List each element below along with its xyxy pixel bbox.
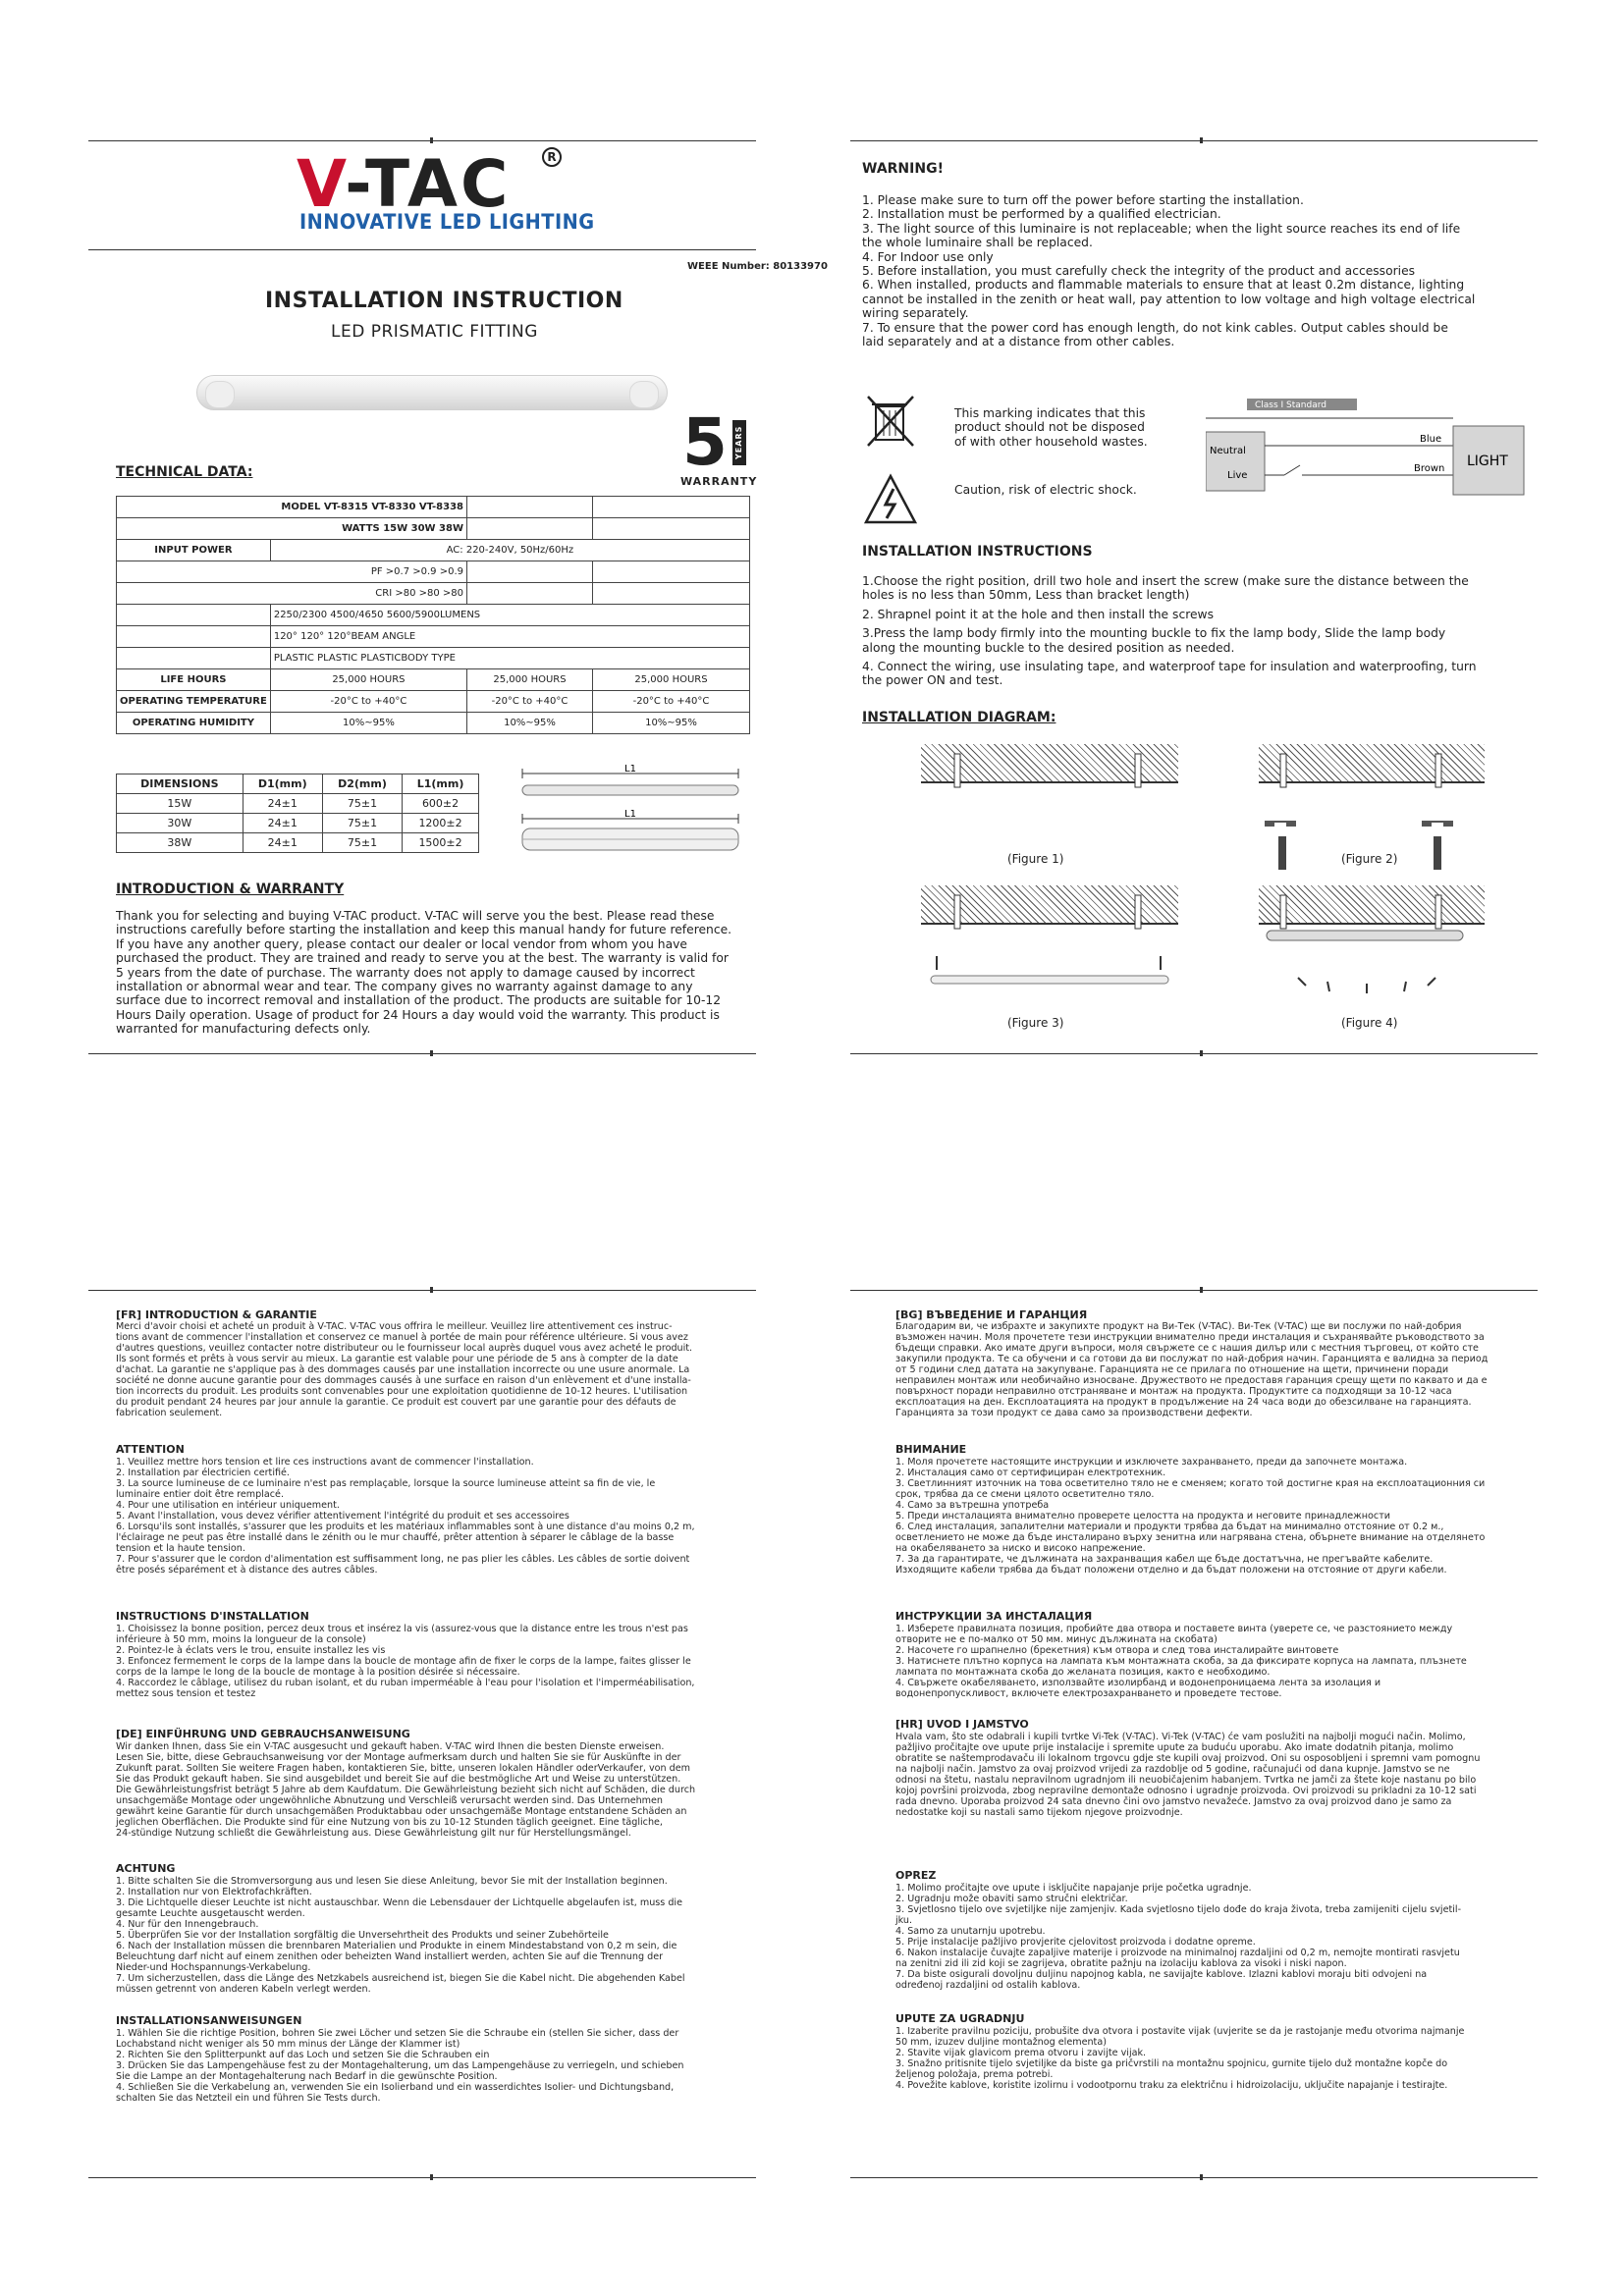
text-line: 3. La source lumineuse de ce luminaire n'est pas remplaçable, lorsque la source lumineuse atteint sa fin de vie, le [116, 1478, 656, 1489]
hr-install-heading: UPUTE ZA UGRADNJU [895, 2012, 1025, 2025]
text-line: 2. Ugradnju može obaviti samo stručni električar. [895, 1894, 1128, 1904]
text-line: instructions carefully before starting the installation and keep this manual handy for future reference. [116, 923, 732, 937]
text-line: възможен начин. Моля прочетете тези инструкции внимателно преди инсталация и съхранявайте ръководството за [895, 1332, 1485, 1343]
text-line: 3. Snažno pritisnite tijelo svjetiljke da biste ga pričvrstili na montažnu spojnicu, gurnite tijelo duž montažne kopče do [895, 2058, 1448, 2069]
text-line: 3. Enfoncez fermement le corps de la lampe dans la boucle de montage afin de fixer le corps de la lampe, faites glisser le [116, 1656, 691, 1667]
tech-input-power-label: INPUT POWER [117, 540, 271, 561]
text-line: odnosi na štetu, nastalu nepravilnom ugradnjom ili neuobičajenim habanjem. Tvrtka ne jamči za štete koje nastanu po bilo [895, 1775, 1477, 1786]
tech-op-hum-value: 10%~95% [270, 713, 466, 734]
top-rule [850, 140, 1538, 141]
wiring-neutral: Neutral [1210, 446, 1246, 456]
figure-1-label: (Figure 1) [1007, 852, 1064, 866]
fr-install-text [116, 1624, 764, 1699]
tech-lumens: 2250/2300 4500/4650 5600/5900LUMENS [270, 605, 749, 626]
bottom-rule [850, 2177, 1538, 2178]
rule-tick [430, 2174, 433, 2180]
hr-intro-heading: [HR] UVOD I JAMSTVO [895, 1718, 1029, 1731]
page-subtitle: LED PRISMATIC FITTING [331, 322, 538, 342]
text-line: d'achat. La garantie ne s'applique pas à des dommages causés par une installation incorrecte ou une usure anormale. La [116, 1364, 690, 1375]
text-line: 5. Преди инсталацията внимателно проверете целостта на продукта и неговите принадлежности [895, 1511, 1391, 1522]
install-heading: INSTALLATION INSTRUCTIONS [862, 544, 1093, 560]
text-line: Nieder-und Hochspannungs-Verkabelung. [116, 1962, 311, 1973]
text-line: être posés séparément et à distance des autres câbles. [116, 1565, 378, 1575]
dim-l1-top: L1 [624, 764, 636, 774]
text-line: закупили продукта. Те са обучени и са готови да ви послужат по най-добрия начин. Гаранцията е валидна за период [895, 1354, 1489, 1364]
text-line: 1. Molimo pročitajte ove upute i isključite napajanje prije početka ugradnje. [895, 1883, 1252, 1894]
wiring-blue: Blue [1420, 434, 1442, 445]
tech-body: PLASTIC PLASTIC PLASTICBODY TYPE [270, 648, 749, 669]
text-line: 6. Nach der Installation müssen die brennbaren Materialien und Produkte in einem Mindestabstand von 0,2 m sein, die [116, 1941, 677, 1951]
dim-cell: 24±1 [243, 814, 322, 833]
bg-intro-text [895, 1321, 1543, 1418]
page-title: INSTALLATION INSTRUCTION [265, 289, 623, 313]
dim-header: D1(mm) [243, 774, 322, 794]
text-line: Ils sont formés et prêts à vous servir au mieux. La garantie est valable pour une période de 5 ans à compter de la date [116, 1354, 678, 1364]
text-line: 1. Please make sure to turn off the power before starting the installation. [862, 193, 1304, 207]
text-line: неправилен монтаж или необичайно износване. Дружеството не предоставя гаранция срещу щети по каквато и да е [895, 1375, 1488, 1386]
text-line: 7. За да гарантирате, че дължината на захранващия кабел ще бъде достатъчна, не прегъвайте кабелите. [895, 1554, 1434, 1565]
text-line: corps de la lampe le long de la boucle de montage à la position désirée si nécessaire. [116, 1667, 520, 1678]
text-line: installation or abnormal wear and tear. The company gives no warranty against damage to any [116, 980, 693, 994]
dim-cell: 24±1 [243, 833, 322, 853]
text-line: 4. Pour une utilisation en intérieur uniquement. [116, 1500, 340, 1511]
dim-cell: 24±1 [243, 794, 322, 814]
intro-heading: INTRODUCTION & WARRANTY [116, 881, 345, 897]
figure-3-lamp [921, 887, 1178, 995]
text-line: product should not be disposed [954, 420, 1145, 435]
text-line: of with other household wastes. [954, 434, 1148, 449]
text-line: 3. Svjetlosno tijelo ove svjetiljke nije zamjenjiv. Kada svjetlosno tijelo dođe do kraja života, treba zamijeniti cijelu svjetil- [895, 1904, 1462, 1915]
text-line: 4. Свържете окабеляването, използвайте изолирбанд и водонепроницаема лента за изолация и [895, 1678, 1381, 1688]
text-line: 6. След инсталация, запалителни материали и продукти трябва да бъдат на минимално отстояние от 0.2 м., [895, 1522, 1444, 1532]
fr-intro-text [116, 1321, 764, 1418]
fr-install-heading: INSTRUCTIONS D'INSTALLATION [116, 1610, 309, 1623]
de-install-heading: INSTALLATIONSANWEISUNGEN [116, 2014, 302, 2027]
dim-cell: 75±1 [322, 814, 402, 833]
text-line: 1. Wählen Sie die richtige Position, bohren Sie zwei Löcher und setzen Sie die Schraube ein (stellen Sie sicher, dass der [116, 2028, 679, 2039]
figure-3-label: (Figure 3) [1007, 1016, 1064, 1030]
de-install-text [116, 2028, 764, 2104]
text-line: 2. Pointez-le à éclats vers le trou, ensuite installez les vis [116, 1645, 386, 1656]
tech-life-value: 25,000 HOURS [270, 669, 466, 691]
text-line: holes is no less than 50mm, Less than bracket length) [862, 588, 1190, 603]
text-line: laid separately and at a distance from other cables. [862, 335, 1175, 349]
wiring-diagram [1206, 399, 1530, 505]
text-line: schalten Sie das Netzteil ein und führen Sie Tests durch. [116, 2093, 381, 2104]
dim-header: DIMENSIONS [117, 774, 244, 794]
tech-op-hum-label: OPERATING HUMIDITY [117, 713, 271, 734]
text-line: 4. Raccordez le câblage, utilisez du ruban isolant, et du ruban imperméable à l'eau pour l'isolation et l'imperméabilisation, [116, 1678, 695, 1688]
shock-note: Caution, risk of electric shock. [954, 483, 1137, 497]
text-line: d'autres questions, veuillez contacter notre distributeur ou le fournisseur local auprès duquel vous avez acheté le produit. [116, 1343, 693, 1354]
text-line: 4. For Indoor use only [862, 249, 994, 264]
text-line: на окабеляването за ниско и високо напрежение. [895, 1543, 1146, 1554]
fr-attention-text [116, 1457, 764, 1575]
dim-cell: 75±1 [322, 833, 402, 853]
text-line: du produit pendant 24 heures par jour annule la garantie. Ce produit est couvert par une garantie pour des défauts de [116, 1397, 677, 1408]
text-line: 2. Инсталация само от сертифициран електротехник. [895, 1468, 1166, 1478]
tech-pf: PF >0.7 >0.9 >0.9 [117, 561, 467, 583]
weee-note [954, 406, 1180, 449]
rule-tick [1200, 2174, 1203, 2180]
text-line: određenoj razdaljini od ostalih kablova. [895, 1980, 1081, 1991]
dim-header: D2(mm) [322, 774, 402, 794]
text-line: Sie die Lampe an der Montagehalterung nach Bedarf in die gewünschte Position. [116, 2071, 498, 2082]
text-line: Изходящите кабели трябва да бъдат положени отделно и да бъдат положени на отстояние от други кабели. [895, 1565, 1447, 1575]
text-line: pažljivo pročitajte ove upute prije instalacije i spremite upute za buduću uporabu. Ako imate dodatnih pitanja, molimo [895, 1742, 1454, 1753]
tech-op-temp-label: OPERATING TEMPERATURE [117, 691, 271, 713]
text-line: 1. Choisissez la bonne position, percez deux trous et insérez la vis (assurez-vous que la distance entre les trous n'est pas [116, 1624, 688, 1634]
dim-cell: 15W [117, 794, 244, 814]
text-line: отворите не е по-малко от 50 мм. минус дължината на скобата) [895, 1634, 1218, 1645]
text-line: Hvala vam, što ste odabrali i kupili tvrtke Vi-Tek (V-TAC). Vi-Tek (V-TAC) će vam poslužiti na najbolji mogući način. Molimo, [895, 1732, 1466, 1742]
hr-install-text [895, 2026, 1543, 2091]
text-line: 5. Before installation, you must carefully check the integrity of the product and accessories [862, 264, 1416, 279]
dim-cell: 38W [117, 833, 244, 853]
text-line: nedostatke koji su nastali samo tijekom njegove proizvodnje. [895, 1807, 1183, 1818]
text-line: société ne donne aucune garantie pour des dommages causés à une surface en raison d'un enlèvement et d'une installa- [116, 1375, 691, 1386]
bg-install-text [895, 1624, 1543, 1699]
text-line: gewährt keine Garantie für durch unsachgemäßen Produktabbau oder unsachgemäße Montage entstandene Schäden an [116, 1806, 687, 1817]
dim-header: L1(mm) [403, 774, 479, 794]
text-line: 4. Само за вътрешна употреба [895, 1500, 1050, 1511]
text-line: 1. Izaberite pravilnu poziciju, probušite dva otvora i postavite vijak (uvjerite se da je rastojanje među otvorima najmanje [895, 2026, 1465, 2037]
text-line: 4. Nur für den Innengebrauch. [116, 1919, 259, 1930]
rule-tick [1200, 137, 1203, 143]
text-line: na zenitni zid ili zid koji se zagrijeva, obratite pažnju na izolaciju kablova za visoki i niski napon. [895, 1958, 1347, 1969]
text-line: лампата по монтажната скоба до желаната позиция, както е необходимо. [895, 1667, 1271, 1678]
figure-4-label: (Figure 4) [1341, 1016, 1398, 1030]
brand-tagline: INNOVATIVE LED LIGHTING [299, 210, 595, 234]
text-line: 5 years from the date of purchase. The warranty does not apply to damage caused by incorrect [116, 965, 695, 980]
technical-data-heading: TECHNICAL DATA: [116, 464, 253, 480]
text-line: 1. Bitte schalten Sie die Stromversorgung aus und lesen Sie diese Anleitung, bevor Sie mit der Installation beginnen. [116, 1876, 668, 1887]
tech-life-value: 25,000 HOURS [467, 669, 593, 691]
warranty-years-label: YEARS [732, 420, 746, 465]
install-list [862, 574, 1540, 688]
text-line: jku. [895, 1915, 913, 1926]
text-line: 6. Nakon instalacije čuvajte zapaljive materije i proizvode na minimalnoj razdaljini od 0,2 m, nemojte montirati rasvjetu [895, 1948, 1460, 1958]
dimensions-table [116, 774, 479, 853]
tech-input-power: AC: 220-240V, 50Hz/60Hz [270, 540, 749, 561]
dim-cell: 1500±2 [403, 833, 479, 853]
hr-attention-heading: OPREZ [895, 1869, 937, 1882]
text-line: Гаранцията за този продукт се дава само за производствени дефекти. [895, 1408, 1253, 1418]
bg-attention-heading: ВНИМАНИЕ [895, 1443, 967, 1456]
rule-tick [1200, 1050, 1203, 1056]
rule-tick [430, 1287, 433, 1293]
text-line: Lesen Sie, bitte, diese Gebrauchsanweisung vor der Montage aufmerksam durch und halten Sie sie für Auskünfte in der [116, 1752, 681, 1763]
dim-cell: 30W [117, 814, 244, 833]
tech-op-hum-value: 10%~95% [467, 713, 593, 734]
text-line: 4. Connect the wiring, use insulating tape, and waterproof tape for insulation and waterproofing, turn [862, 660, 1477, 674]
text-line: željenog položaja, prema potrebi. [895, 2069, 1054, 2080]
text-line: na najbolji način. Jamstvo za ovaj proizvod vrijedi za razdoblje od 5 godine, računajući od dana kupnje. Jamstvo se ne [895, 1764, 1450, 1775]
bg-install-heading: ИНСТРУКЦИИ ЗА ИНСТАЛАЦИЯ [895, 1610, 1093, 1623]
text-line: 7. Um sicherzustellen, dass die Länge des Netzkabels ausreichend ist, biegen Sie die Kabel nicht. Die abgehenden Kabel [116, 1973, 685, 1984]
rule-tick [430, 1050, 433, 1056]
text-line: surface due to incorrect removal and installation of the product. The products are suitable for 10-12 [116, 993, 722, 1008]
text-line: 2. Installation par électricien certifié. [116, 1468, 290, 1478]
text-line: 50 mm, izuzev duljine montažnog elementa) [895, 2037, 1107, 2048]
tech-op-hum-value: 10%~95% [593, 713, 750, 734]
text-line: 1. Изберете правилната позиция, пробийте два отвора и поставете винта (уверете се, че разстоянието между [895, 1624, 1453, 1634]
text-line: 2. Richten Sie den Splitterpunkt auf das Loch und setzen Sie die Schrauben ein [116, 2050, 490, 2060]
text-line: Die Gewährleistungsfrist beträgt 5 Jahre ab dem Kaufdatum. Die Gewährleistung bezieht sich nicht auf Schäden, die durch [116, 1785, 696, 1795]
header-rule [88, 249, 756, 250]
bg-intro-heading: [BG] ВЪВЕДЕНИЕ И ГАРАНЦИЯ [895, 1308, 1088, 1321]
text-line: 1. Моля прочетете настоящите инструкции и изключете захранването, преди да започнете монтажа. [895, 1457, 1408, 1468]
registered-mark: R [542, 147, 562, 167]
de-attention-text [116, 1876, 764, 1995]
tech-model: MODEL VT-8315 VT-8330 VT-8338 [117, 497, 467, 518]
text-line: luminaire entier doit être remplacé. [116, 1489, 285, 1500]
text-line: водонепропускливост, включете електрозахранването и проведете тестове. [895, 1688, 1282, 1699]
text-line: експлоатация на ден. Експлоатацията на продукт в продължение на 24 часа води до обезсилване на гаранцията. [895, 1397, 1472, 1408]
dim-cell: 600±2 [403, 794, 479, 814]
electric-shock-warning-icon [864, 473, 917, 526]
tech-life-label: LIFE HOURS [117, 669, 271, 691]
brand-name-rest: -TAC [345, 146, 512, 222]
text-line: повърхност поради неправилно отстраняване и монтаж на продукта. Продуктите са подходящи за 10-12 часа [895, 1386, 1452, 1397]
text-line: 24-stündige Nutzung schließt die Gewährleistung aus. Diese Gewährleistung gilt nur für Herstellungsmängel. [116, 1828, 631, 1839]
de-attention-heading: ACHTUNG [116, 1862, 176, 1875]
text-line: Lochabstand nicht weniger als 50 mm minus der Länge der Klammer ist) [116, 2039, 460, 2050]
text-line: 3. Натиснете плътно корпуса на лампата към монтажната скоба, за да фиксирате корпуса на лампата, плъзнете [895, 1656, 1467, 1667]
text-line: fabrication seulement. [116, 1408, 223, 1418]
text-line: 5. Avant l'installation, vous devez vérifier attentivement l'intégrité du produit et ses accessoires [116, 1511, 569, 1522]
wiring-brown: Brown [1414, 463, 1445, 474]
wiring-class: Class I Standard [1255, 400, 1326, 410]
text-line: the whole luminaire shall be replaced. [862, 236, 1093, 250]
text-line: 2. Installation nur von Elektrofachkräften. [116, 1887, 312, 1897]
text-line: müssen getrennt von anderen Kabeln verlegt werden. [116, 1984, 371, 1995]
weee-number: WEEE Number: 80133970 [687, 261, 828, 272]
text-line: 3. The light source of this luminaire is not replaceable; when the light source reaches its end of life [862, 221, 1461, 236]
top-rule [88, 1290, 756, 1291]
rule-tick [430, 137, 433, 143]
text-line: along the mounting buckle to the desired position as needed. [862, 640, 1235, 655]
text-line: Sie das Produkt gekauft haben. Sie sind ausgebildet und bereit Sie auf die bestmögliche Art und Weise zu unterstützen. [116, 1774, 681, 1785]
warranty-years-number: 5 [682, 404, 728, 480]
text-line: 1.Choose the right position, drill two hole and insert the screw (make sure the distance between the [862, 574, 1469, 588]
text-line: 6. When installed, products and flammable materials to ensure that at least 0.2m distance, lighting [862, 278, 1465, 293]
text-line: бъдещи справки. Ако имате други въпроси, моля свържете се с нашия дилър или с местния търговец, от който сте [895, 1343, 1479, 1354]
text-line: 2. Installation must be performed by a qualified electrician. [862, 207, 1221, 222]
text-line: unsachgemäße Montage oder ungewöhnliche Abnutzung und Verschleiß verursacht werden sind. Das Unternehmen [116, 1795, 664, 1806]
text-line: warranted for manufacturing defects only. [116, 1022, 371, 1037]
text-line: 7. Da biste osigurali dovoljnu duljinu napojnog kabla, ne savijajte kablove. Izlazni kablovi moraju biti odvojeni na [895, 1969, 1428, 1980]
tech-life-value: 25,000 HOURS [593, 669, 750, 691]
text-line: wiring separately. [862, 306, 969, 321]
bottom-rule [850, 1053, 1538, 1054]
dimension-drawing [503, 764, 756, 862]
text-line: tion incorrects du produit. Les produits sont convenables pour une exploitation quotidienne de 10-12 heures. L'utilisation [116, 1386, 688, 1397]
bottom-rule [88, 2177, 756, 2178]
text-line: 3. Светлинният източник на това осветително тяло не е сменяем; когато той достигне края на експлоатационния си [895, 1478, 1486, 1489]
wiring-light: LIGHT [1467, 454, 1508, 469]
text-line: inférieure à 50 mm, moins la longueur de la console) [116, 1634, 366, 1645]
diagram-heading: INSTALLATION DIAGRAM: [862, 710, 1056, 725]
text-line: kojoj površini proizvoda, zbog nepravilne demontaže odnosno i ugradnje proizvoda. Ovi proizvodi su prikladni za 10-12 sati [895, 1786, 1477, 1796]
text-line: gesamte Leuchte ausgetauscht werden. [116, 1908, 305, 1919]
tech-op-temp-value: -20°C to +40°C [467, 691, 593, 713]
tech-op-temp-value: -20°C to +40°C [593, 691, 750, 713]
text-line: 3. Die Lichtquelle dieser Leuchte ist nicht austauschbar. Wenn die Lebensdauer der Lichtquelle abgelaufen ist, muss die [116, 1897, 682, 1908]
text-line: 2. Shrapnel point it at the hole and then install the screws [862, 607, 1215, 621]
text-line: purchased the product. They are trained and ready to serve you at the best. The warranty is valid for [116, 951, 729, 966]
text-line: Hours Daily operation. Usage of product for 24 Hours a day would void the warranty. This product is [116, 1007, 720, 1022]
text-line: Merci d'avoir choisi et acheté un produit à V-TAC. V-TAC vous offrira le meilleur. Veuillez lire attentivement ces instruc- [116, 1321, 673, 1332]
text-line: If you have any another query, please contact our dealer or local vendor from whom you have [116, 936, 687, 951]
fr-intro-heading: [FR] INTRODUCTION & GARANTIE [116, 1308, 317, 1321]
warning-heading: WARNING! [862, 161, 944, 177]
dim-l1-bottom: L1 [624, 809, 636, 820]
text-line: Beleuchtung darf nicht auf einem zenithen oder beheizten Wand installiert werden, achten Sie auf die Trennung der [116, 1951, 664, 1962]
tech-beam: 120° 120° 120°BEAM ANGLE [270, 626, 749, 648]
text-line: tension et la haute tension. [116, 1543, 245, 1554]
text-line: Zukunft parat. Sollten Sie weitere Fragen haben, kontaktieren Sie, bitte, unseren lokalen Händler oderVerkaufer, von dem [116, 1763, 690, 1774]
text-line: the power ON and test. [862, 673, 1003, 688]
text-line: obratite se naštemprodavaču ili lokalnom trgovcu gdje ste kupili ovaj proizvod. Oni su osposobljeni i spremni vam pomognu [895, 1753, 1481, 1764]
text-line: 3. Drücken Sie das Lampengehäuse fest zu der Montagehalterung, um das Lampengehäuse zu verriegeln, und schieben [116, 2060, 684, 2071]
text-line: Thank you for selecting and buying V-TAC product. V-TAC will serve you the best. Please read these [116, 909, 715, 923]
tech-op-temp-value: -20°C to +40°C [270, 691, 466, 713]
text-line: 5. Überprüfen Sie vor der Installation sorgfältig die Unversehrtheit des Produkts und seiner Zubehörteile [116, 1930, 609, 1941]
warranty-label: WARRANTY [680, 475, 758, 488]
text-line: срок, трябва да се смени цялото осветително тяло. [895, 1489, 1155, 1500]
figure-1-screws [921, 746, 1178, 825]
hr-intro-text [895, 1732, 1543, 1818]
text-line: cannot be installed in the zenith or heat wall, pay attention to low voltage and high voltage electrical [862, 292, 1476, 306]
text-line: 4. Samo za unutarnju upotrebu. [895, 1926, 1046, 1937]
text-line: 3.Press the lamp body firmly into the mounting buckle to fix the lamp body, Slide the lamp body [862, 626, 1446, 641]
de-intro-heading: [DE] EINFÜHRUNG UND GEBRAUCHSANWEISUNG [116, 1728, 410, 1740]
intro-text [116, 909, 754, 1037]
dim-cell: 1200±2 [403, 814, 479, 833]
text-line: mettez sous tension et testez [116, 1688, 256, 1699]
crossed-bin-icon [864, 393, 917, 452]
dim-cell: 75±1 [322, 794, 402, 814]
text-line: 7. Pour s'assurer que le cordon d'alimentation est suffisamment long, ne pas plier les câbles. Les câbles de sortie doivent [116, 1554, 690, 1565]
text-line: Wir danken Ihnen, dass Sie ein V-TAC ausgesucht und gekauft haben. V-TAC wird Ihnen die besten Dienste erweisen. [116, 1741, 665, 1752]
text-line: 4. Schließen Sie die Verkabelung an, verwenden Sie ein Isolierband und ein wasserdichtes Isolier- und Dichtungsband, [116, 2082, 675, 2093]
text-line: l'éclairage ne peut pas être installé dans le zénith ou le mur chauffé, prêter attention à séparer le câblage de la basse [116, 1532, 675, 1543]
text-line: от 5 години след датата на закупуване. Гаранцията не се прилага по отношение на щети, причинени поради [895, 1364, 1449, 1375]
tech-watts: WATTS 15W 30W 38W [117, 518, 467, 540]
text-line: 1. Veuillez mettre hors tension et lire ces instructions avant de commencer l'installation. [116, 1457, 534, 1468]
product-image [196, 375, 668, 410]
text-line: tions avant de commencer l'installation et conservez ce manuel à portée de main pour référence ultérieure. Si vous avez [116, 1332, 688, 1343]
text-line: 4. Povežite kablove, koristite izolirnu i vodootpornu traku za električnu i hidroizolaciju, uključite napajanje i testirajte. [895, 2080, 1448, 2091]
brand-logo: V-TAC [297, 146, 512, 222]
hr-attention-text [895, 1883, 1543, 1991]
top-rule [850, 1290, 1538, 1291]
text-line: 5. Prije instalacije pažljivo provjerite cjelovitost proizvoda i dodatne opreme. [895, 1937, 1256, 1948]
tech-cri: CRI >80 >80 >80 [117, 583, 467, 605]
text-line: jeglichen Oberflächen. Die Produkte sind für eine Nutzung von bis zu 10-12 Stunden täglich geeignet. Eine tägliche, [116, 1817, 663, 1828]
bg-attention-text [895, 1457, 1543, 1575]
text-line: Благодарим ви, че избрахте и закупихте продукт на Ви-Тек (V-TAC). Ви-Тек (V-TAC) ще ви послужи по най-добрия [895, 1321, 1462, 1332]
de-intro-text [116, 1741, 764, 1839]
text-line: rada dnevno. Uporaba proizvod 24 sata dnevno čini ovo jamstvo nevažeće. Jamstvo za ovaj proizvod dano je samo za [895, 1796, 1452, 1807]
text-line: This marking indicates that this [954, 406, 1146, 420]
fr-attention-heading: ATTENTION [116, 1443, 185, 1456]
text-line: 2. Stavite vijak glavicom prema otvoru i zavijte vijak. [895, 2048, 1147, 2058]
top-rule [88, 140, 756, 141]
figure-4-installed [1259, 887, 1485, 1005]
bottom-rule [88, 1053, 756, 1054]
text-line: 7. To ensure that the power cord has enough length, do not kink cables. Output cables should be [862, 320, 1448, 335]
rule-tick [1200, 1287, 1203, 1293]
technical-data-table [116, 496, 750, 734]
text-line: 2. Насочете го шрапнелно (брекетния) към отвора и след това инсталирайте винтовете [895, 1645, 1339, 1656]
warning-list [862, 193, 1530, 348]
figure-2-label: (Figure 2) [1341, 852, 1398, 866]
text-line: 6. Lorsqu'ils sont installés, s'assurer que les produits et les matériaux inflammables sont à une distance d'au moins 0,2 m, [116, 1522, 695, 1532]
text-line: осветлението не може да бъде инсталирано върху зенитна или нагрявана стена, обърнете внимание на отделянето [895, 1532, 1486, 1543]
wiring-live: Live [1227, 470, 1248, 481]
